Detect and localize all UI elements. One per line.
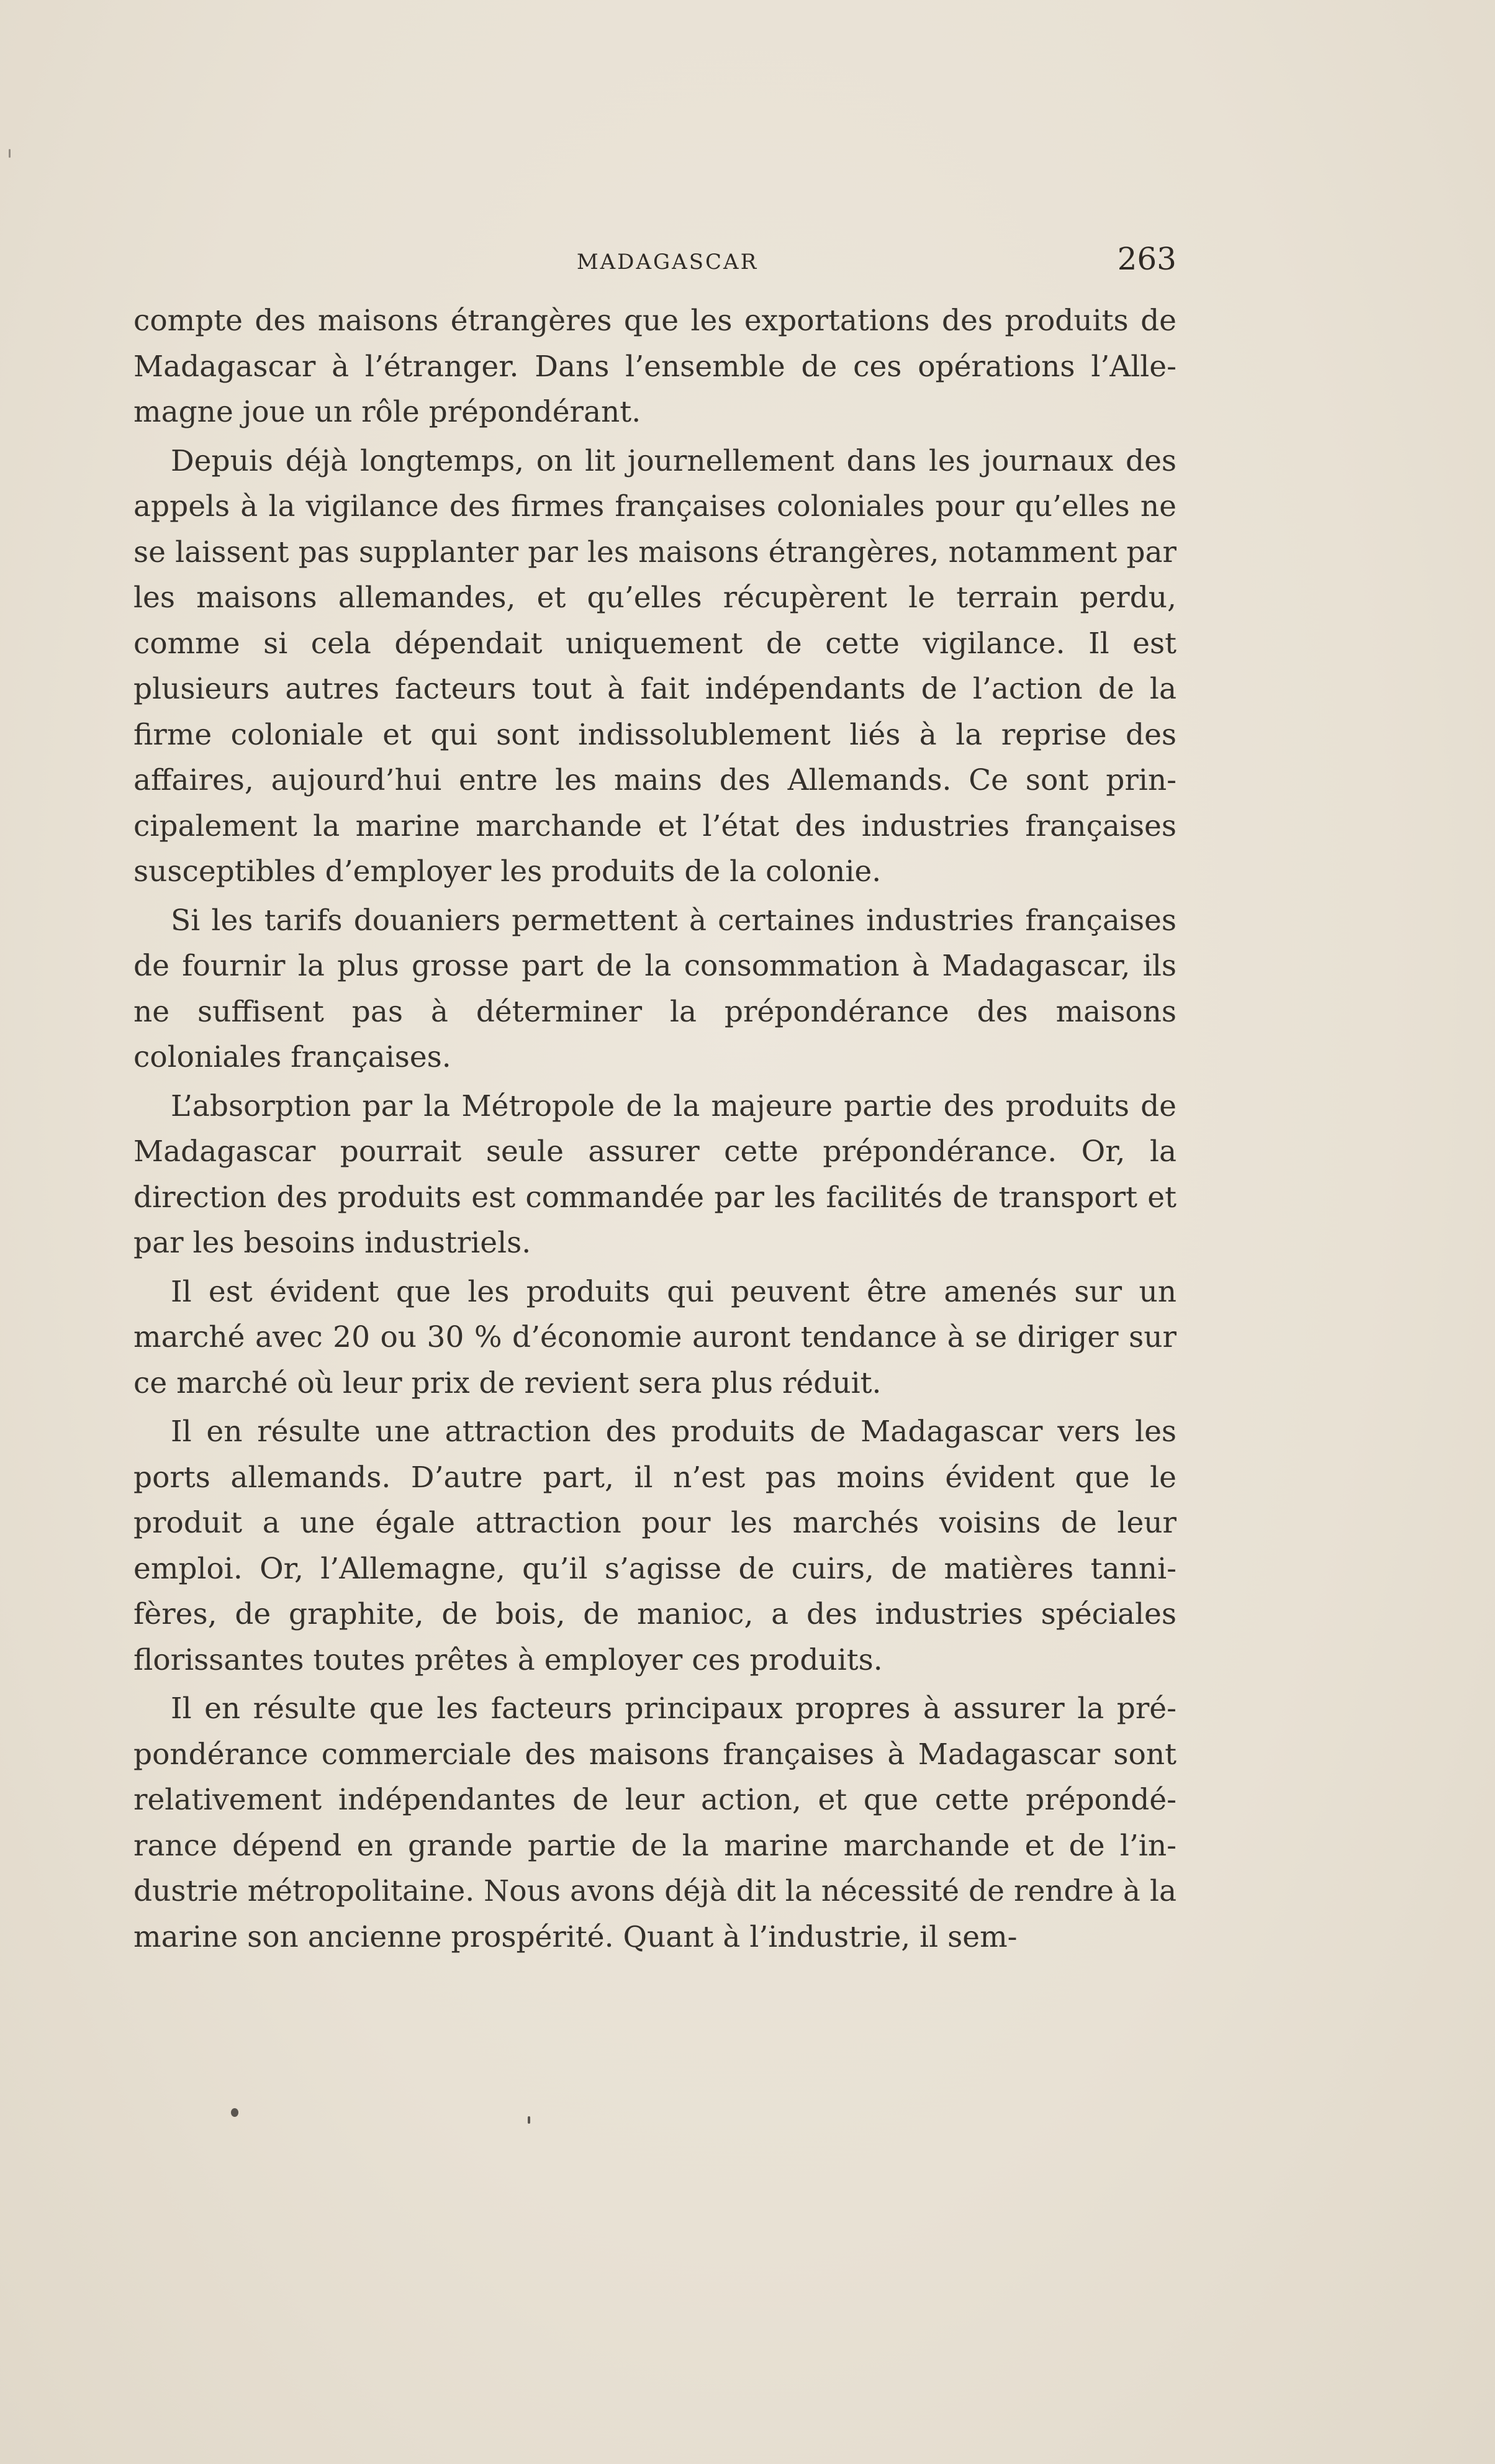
ink-speck bbox=[528, 2116, 530, 2124]
paragraph: Il est évident que les produits qui peuvent être amenés sur un marché avec 20 ou 30 % d’économie auront tendance à se diriger sur ce marché où leur prix de revient sera plus réduit. bbox=[133, 1274, 1177, 1400]
ink-speck bbox=[231, 2108, 238, 2117]
paragraph: Il en résulte que les facteurs principaux propres à assurer la prépondérance commerciale des maisons françaises à Madagascar sont relativement indépendantes de leur action, et que cette prépondérance dépend en grande partie de la marine marchande et de l’industrie métropolitaine. Nous avons déjà dit la nécessité de rendre à la marine son ancienne prospérité. Quant à l’industrie, il sem- bbox=[133, 1692, 1177, 1954]
paragraph-continuation: compte des maisons étrangères que les exportations des produits de Madagascar à l’étranger. Dans l’ensemble de ces opérations l’Allemagne joue un rôle prépondérant. bbox=[133, 304, 1177, 429]
running-title: MADAGASCAR bbox=[576, 250, 759, 274]
page-number: 263 bbox=[1117, 241, 1177, 277]
paragraph: Si les tarifs douaniers permettent à certaines industries françaises de fournir la plus grosse part de la consommation à Madagascar, ils ne suffisent pas à déterminer la prépondérance des maisons coloniales françaises. bbox=[133, 903, 1177, 1074]
body-text bbox=[133, 298, 1177, 1963]
page-header bbox=[133, 241, 1177, 278]
paragraph: L’absorption par la Métropole de la majeure partie des produits de Madagascar pourrait seule assurer cette prépondérance. Or, la direction des produits est commandée par les facilités de transport et par les besoins industriels. bbox=[133, 1089, 1177, 1260]
paragraph: Il en résulte une attraction des produits de Madagascar vers les ports allemands. D’autre part, il n’est pas moins évident que le produit a une égale attraction pour les marchés voisins de leur emploi. Or, l’Allemagne, qu’il s’agisse de cuirs, de matières tannifères, de graphite, de bois, de manioc, a des industries spéciales florissantes toutes prêtes à employer ces produits. bbox=[133, 1415, 1177, 1677]
ink-speck bbox=[9, 149, 11, 158]
paragraph: Depuis déjà longtemps, on lit journellement dans les journaux des appels à la vigilance des firmes françaises coloniales pour qu’elles ne se laissent pas supplanter par les maisons étrangères, notamment par les maisons allemandes, et qu’elles récupèrent le terrain perdu, comme si cela dépendait uniquement de cette vigilance. Il est plusieurs autres facteurs tout à fait indépendants de l’action de la firme coloniale et qui sont indissolublement liés à la reprise des affaires, aujourd’hui entre les mains des Allemands. Ce sont principalement la marine marchande et l’état des industries françaises susceptibles d’employer les produits de la colonie. bbox=[133, 443, 1177, 889]
